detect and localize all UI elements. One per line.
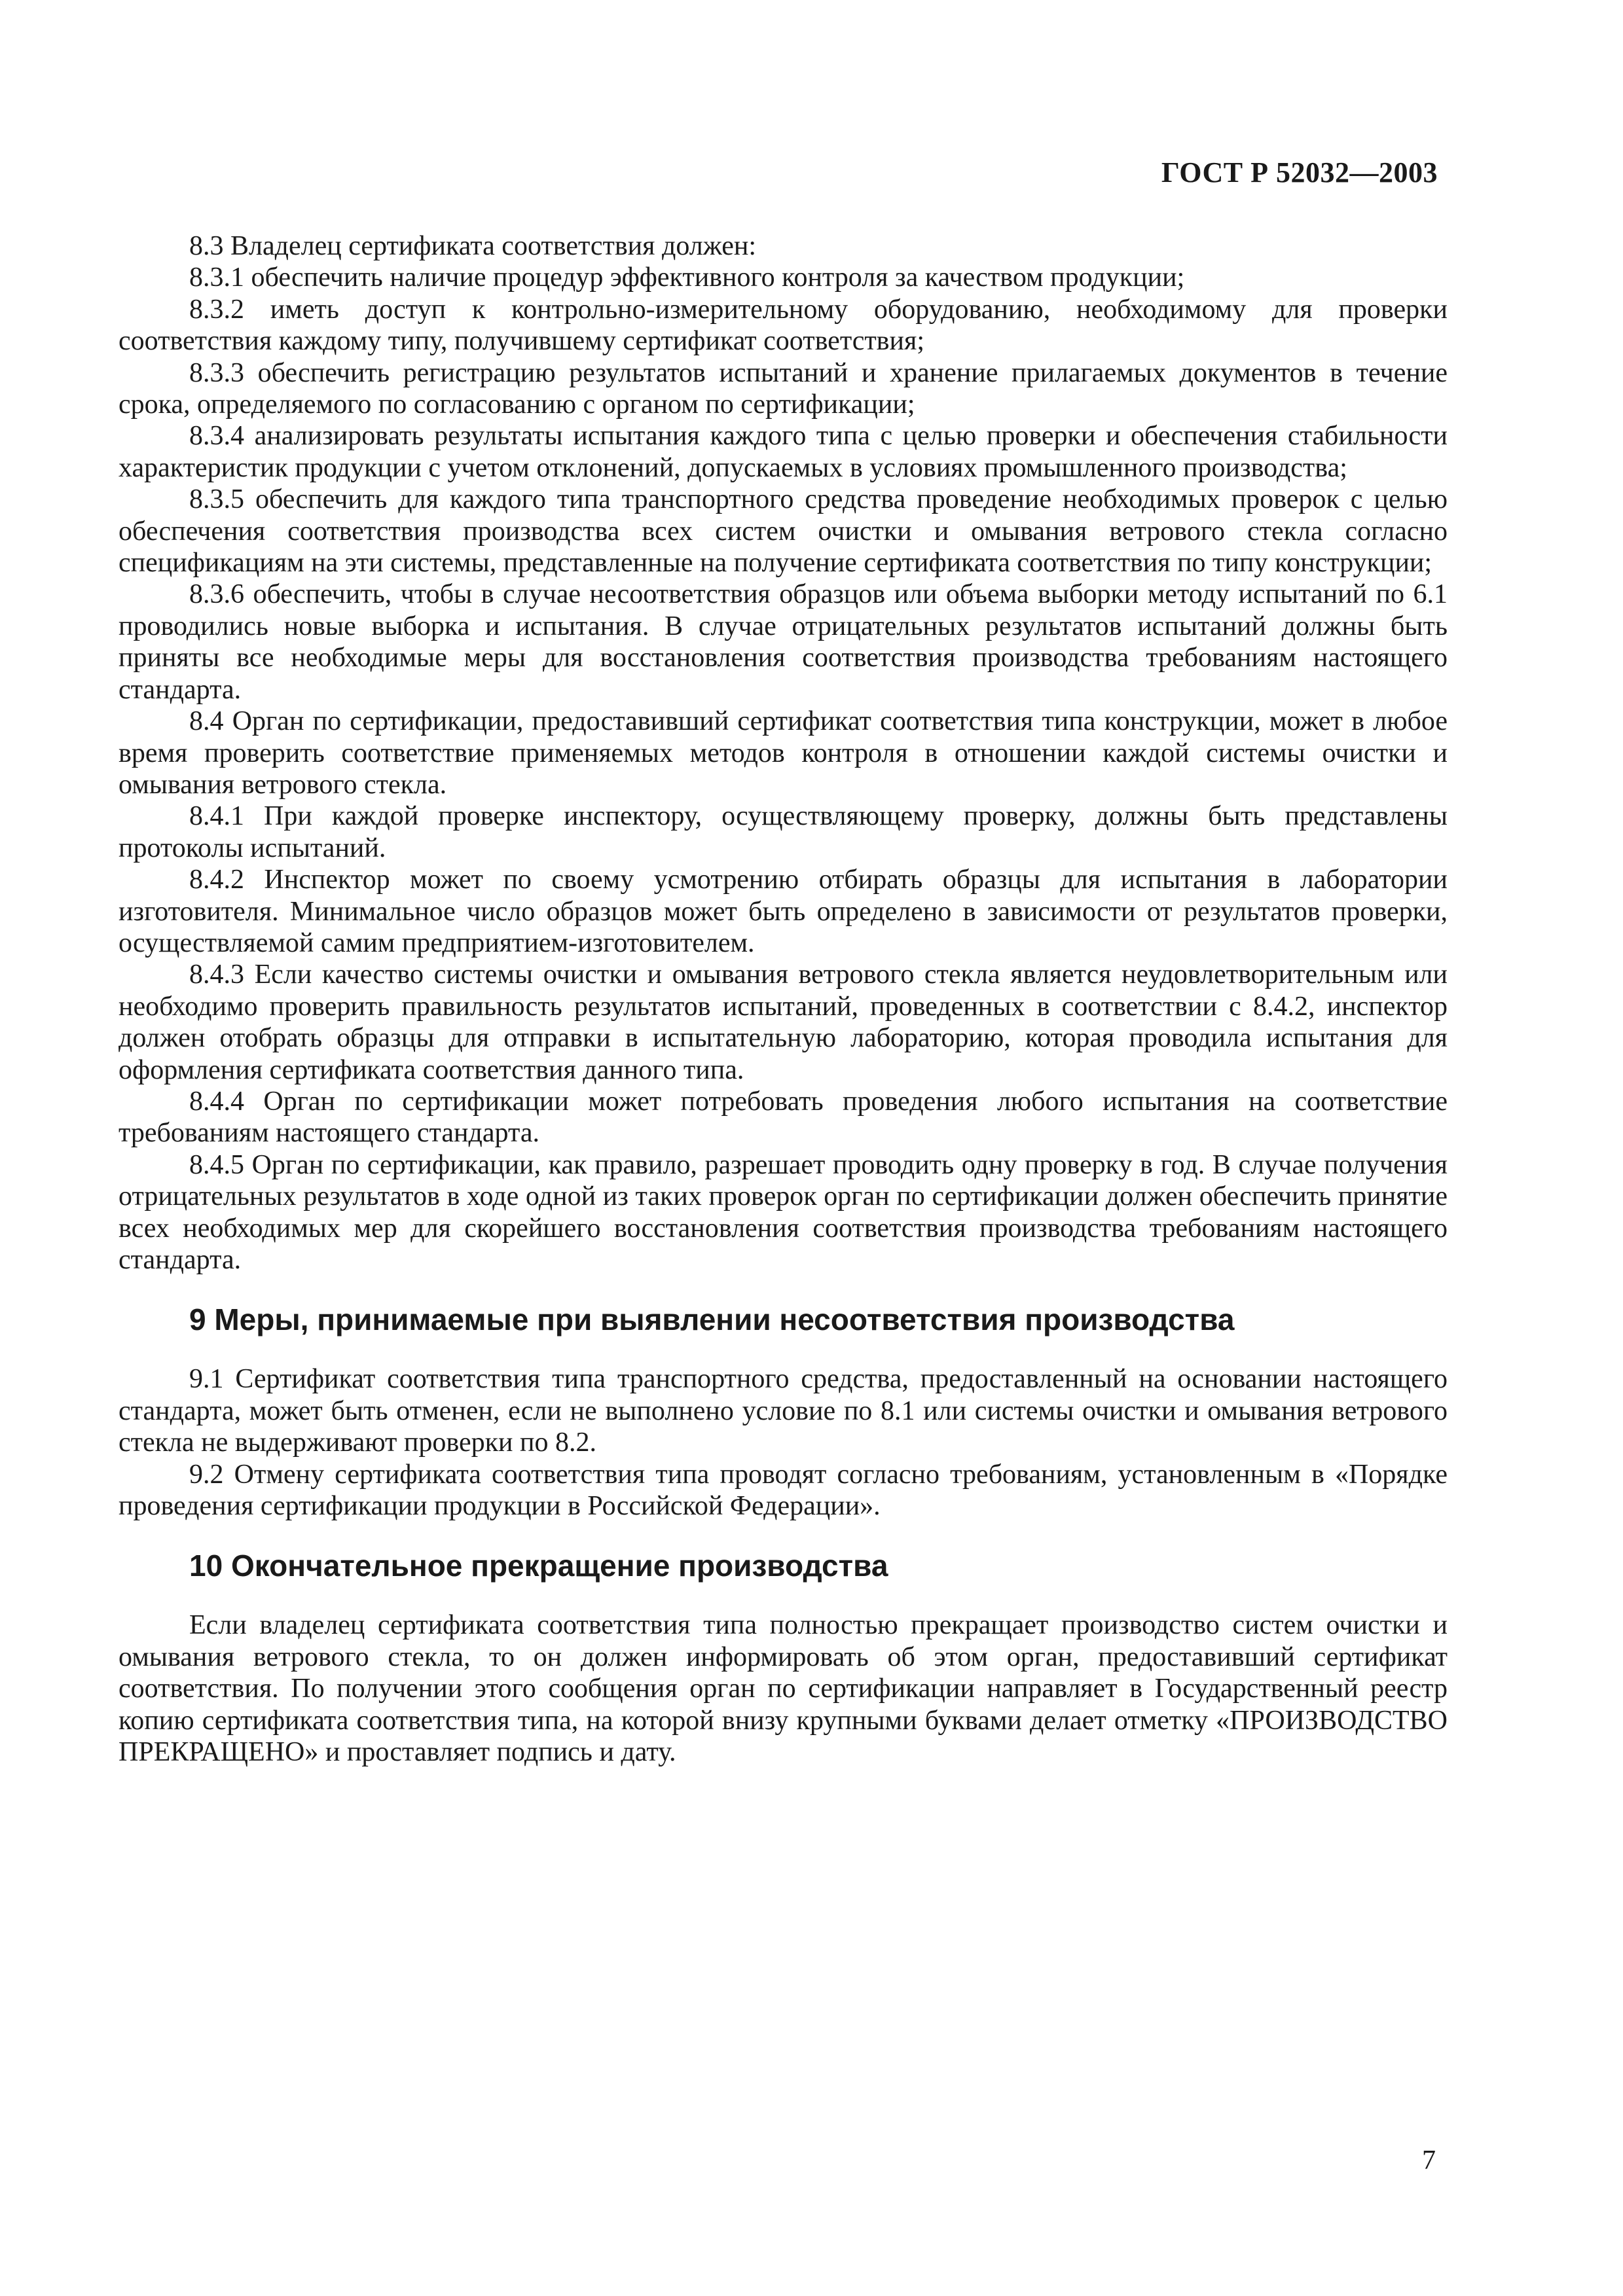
section-9-heading: 9 Меры, принимаемые при выявлении несоответствия производства [189,1302,1235,1337]
section-10-paragraph: Если владелец сертификата соответствия типа полностью прекращает производство систем очистки и омывания ветрового стекла, то он должен информировать об этом орган, предоставивший сертификат соответствия. По получении этого сообщения орган по сертификации направляет в Государственный реестр копию сертификата соответствия типа, на которой внизу крупными буквами делает отметку «ПРОИЗВОДСТВО ПРЕКРАЩЕНО» и проставляет подпись и дату. [119,1610,1448,1768]
clause-9-1: 9.1 Сертификат соответствия типа транспортного средства, предоставленный на основании настоящего стандарта, может быть отменен, если не выполнено условие по 8.1 или системы очистки и омывания ветрового стекла не выдерживают проверки по 8.2. [119,1364,1448,1458]
clause-8-4-5: 8.4.5 Орган по сертификации, как правило, разрешает проводить одну проверку в год. В случае получения отрицательных результатов в ходе одной из таких проверок орган по сертификации должен обеспечить принятие всех необходимых мер для скорейшего восстановления соответствия производства требованиям настоящего стандарта. [119,1149,1448,1275]
clause-8-3: 8.3 Владелец сертификата соответствия должен: [189,231,756,261]
clause-8-3-3: 8.3.3 обеспечить регистрацию результатов испытаний и хранение прилагаемых документов в течение срока, определяемого по согласованию с органом по сертификации; [119,357,1448,420]
clause-9-2: 9.2 Отмену сертификата соответствия типа проводят согласно требованиям, установленным в «Порядке проведения сертификации продукции в Российской Федерации». [119,1459,1448,1522]
clause-8-4-2: 8.4.2 Инспектор может по своему усмотрению отбирать образцы для испытания в лаборатории изготовителя. Минимальное число образцов может быть определено в зависимости от результатов проверки, осуществляемой самим предприятием-изготовителем. [119,865,1448,958]
clause-8-4-3: 8.4.3 Если качество системы очистки и омывания ветрового стекла является неудовлетворительным или необходимо проверить правильность результатов испытаний, проведенных в соответствии с 8.4.2, инспектор должен отобрать образцы для отправки в испытательную лабораторию, которая проводила испытания для оформления сертификата соответствия данного типа. [119,960,1448,1085]
page-number: 7 [1422,2145,1436,2176]
document-code-header: ГОСТ Р 52032—2003 [1161,156,1438,188]
clause-8-4-4: 8.4.4 Орган по сертификации может потребовать проведения любого испытания на соответствие требованиям настоящего стандарта. [119,1086,1448,1149]
clause-8-4: 8.4 Орган по сертификации, предоставивший сертификат соответствия типа конструкции, может в любое время проверить соответствие применяемых методов контроля в отношении каждой системы очистки и омывания ветрового стекла. [119,706,1448,800]
clause-8-3-5: 8.3.5 обеспечить для каждого типа транспортного средства проведение необходимых проверок с целью обеспечения соответствия производства всех систем очистки и омывания ветрового стекла согласно спецификациям на эти системы, представленные на получение сертификата соответствия по типу конструкции; [119,484,1448,579]
document-body [119,230,1448,1768]
clause-8-4-1: 8.4.1 При каждой проверке инспектору, осуществляющему проверку, должны быть представлены протоколы испытаний. [119,801,1448,863]
clause-8-3-4: 8.3.4 анализировать результаты испытания каждого типа с целью проверки и обеспечения стабильности характеристик продукции с учетом отклонений, допускаемых в условиях промышленного производства; [119,421,1448,483]
clause-8-3-2: 8.3.2 иметь доступ к контрольно-измерительному оборудованию, необходимому для проверки соответствия каждому типу, получившему сертификат соответствия; [119,294,1448,357]
section-10-heading: 10 Окончательное прекращение производства [189,1549,888,1583]
clause-8-3-1: 8.3.1 обеспечить наличие процедур эффективного контроля за качеством продукции; [189,262,1185,293]
clause-8-3-6: 8.3.6 обеспечить, чтобы в случае несоответствия образцов или объема выборки методу испытаний по 6.1 проводились новые выборка и испытания. В случае отрицательных результатов испытаний должны быть приняты все необходимые меры для восстановления соответствия производства требованиям настоящего стандарта. [119,579,1448,705]
